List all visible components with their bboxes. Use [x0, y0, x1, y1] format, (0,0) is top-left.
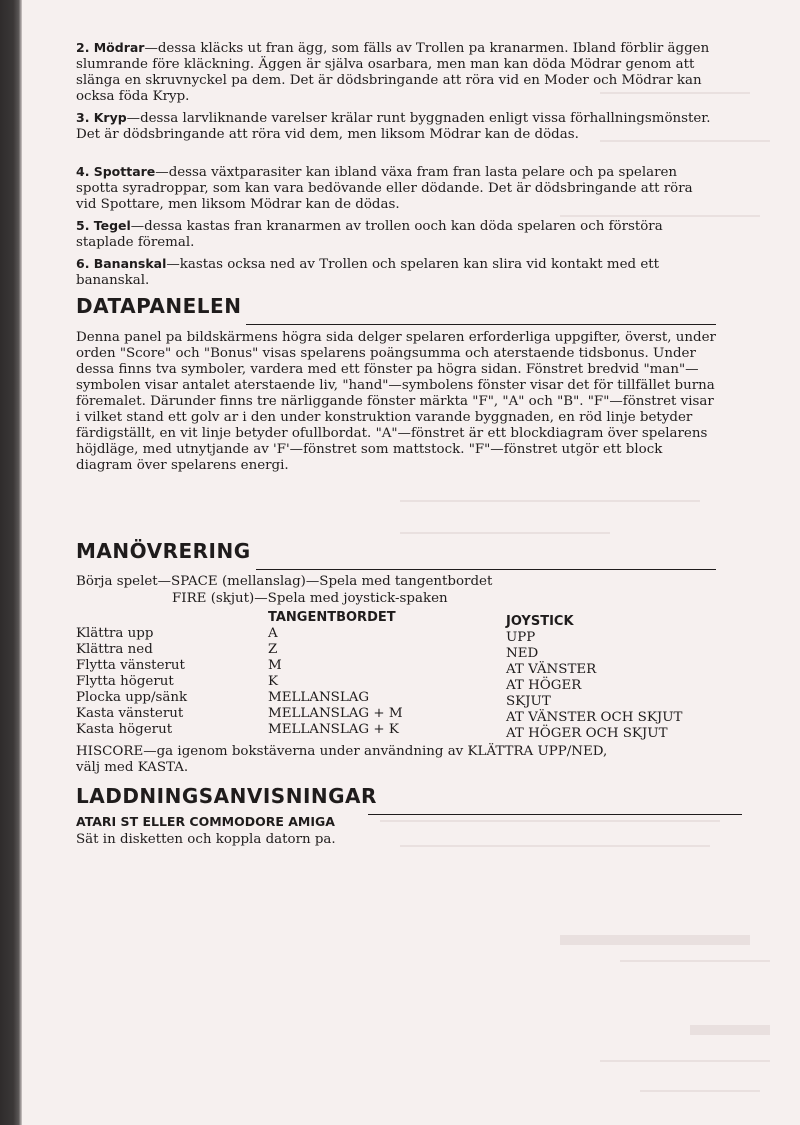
table-header — [76, 610, 716, 629]
heading-rule — [246, 324, 716, 325]
start-line-joystick: FIRE (skjut)—Spela med joystick-spaken — [172, 591, 448, 606]
platform-subheading: ATARI ST ELLER COMMODORE AMIGA — [76, 814, 335, 829]
loading-instructions: Sät in disketten och koppla datorn pa. — [76, 832, 336, 847]
list-item — [76, 164, 716, 213]
table-row: Klättra upp A UPP — [76, 626, 536, 645]
item-name: Tegel — [93, 218, 131, 233]
item-number: 3. — [76, 110, 90, 125]
datapanel-body: Denna panel pa bildskärmens högra sida delger spelaren erforderliga uppgifter, överst, under orden "Score" och "Bonus" visas spelarens poängsumma och aterstaende tidsbonus. Under dessa finns tva symboler, vardera med ett fönster pa högra sidan. Fönstret bredvid "man"—symbolen visar antalet aterstaende liv, "hand"—symbolens fönster visar det för tillfället burna föremalet. Därunder finns tre närliggande fönster märkta "F", "A" och "B". "F"—fönstret visar i vilket stand ett golv ar i den under konstruktion varande byggnaden, en röd linje betyder färdigställt, en vit linje betyder ofullbordat. "A"—fönstret är ett blockdiagram över spelarens höjdläge, med utnytjande av 'F'—fönstret som mattstock. "F"—fönstret utgör ett block diagram över spelarens energi. — [76, 330, 716, 473]
section-heading-datapanelen: DATAPANELEN — [76, 294, 242, 318]
section-heading-manovrering: MANÖVRERING — [76, 539, 251, 563]
start-line-keyboard: Börja spelet—SPACE (mellanslag)—Spela med tangentbordet — [76, 574, 493, 589]
item-number: 6. — [76, 256, 90, 271]
hiscore-line: HISCORE—ga igenom bokstäverna under användning av KLÄTTRA UPP/NED, — [76, 744, 608, 759]
heading-rule — [256, 569, 716, 570]
table-row: Flytta vänsterut M AT VÄNSTER — [76, 658, 597, 677]
item-number: 2. — [76, 40, 90, 55]
table-row: Kasta vänsterut MELLANSLAG + M AT VÄNSTER OCH SKJUT — [76, 706, 683, 725]
item-number: 4. — [76, 164, 90, 179]
item-text: —kastas ocksa ned av Trollen och spelaren kan slira vid kontakt med ett bananskal. — [76, 257, 660, 288]
table-row: Kasta högerut MELLANSLAG + K AT HÖGER OCH SKJUT — [76, 722, 668, 741]
list-item — [76, 40, 716, 105]
table-row: Plocka upp/sänk MELLANSLAG SKJUT — [76, 690, 551, 709]
list-item — [76, 256, 716, 289]
list-item — [76, 218, 716, 251]
table-row: Klättra ned Z NED — [76, 642, 539, 661]
item-name: Kryp — [93, 110, 127, 125]
column-header-keyboard: TANGENTBORDET — [268, 610, 396, 625]
list-item — [76, 110, 716, 143]
item-text: —dessa larvliknande varelser krälar runt byggnaden enligt vissa förhallningsmönster. Det är dödsbringande att röra vid dem, men liksom Mödrar kan de dödas. — [76, 111, 711, 142]
hiscore-line: välj med KASTA. — [76, 760, 189, 775]
table-row: Flytta högerut K AT HÖGER — [76, 674, 582, 693]
item-name: Spottare — [93, 164, 156, 179]
item-text: —dessa kläcks ut fran ägg, som fälls av Trollen pa kranarmen. Ibland förblir äggen slumrande före kläckning. Äggen är själva osarbara, men man kan döda Mödrar genom att slänga en skruvnyckel pa dem. Det är dödsbringande att röra vid en Moder och Mödrar kan ocksa föda Kryp. — [76, 41, 710, 104]
section-heading-laddning: LADDNINGSANVISNINGAR — [76, 784, 377, 808]
item-number: 5. — [76, 218, 90, 233]
page-binding-edge — [0, 0, 22, 1125]
item-name: Bananskal — [93, 256, 167, 271]
column-header-joystick: JOYSTICK — [506, 614, 574, 629]
item-text: —dessa växtparasiter kan ibland växa fram fran lasta pelare och pa spelaren spotta syradroppar, som kan vara bedövande eller dödande. Det är dödsbringande att röra vid Spottare, men liksom Mödrar kan de dödas. — [76, 165, 693, 212]
item-text: —dessa kastas fran kranarmen av trollen ooch kan döda spelaren och förstöra staplade föremal. — [76, 219, 663, 250]
item-name: Mödrar — [93, 40, 145, 55]
